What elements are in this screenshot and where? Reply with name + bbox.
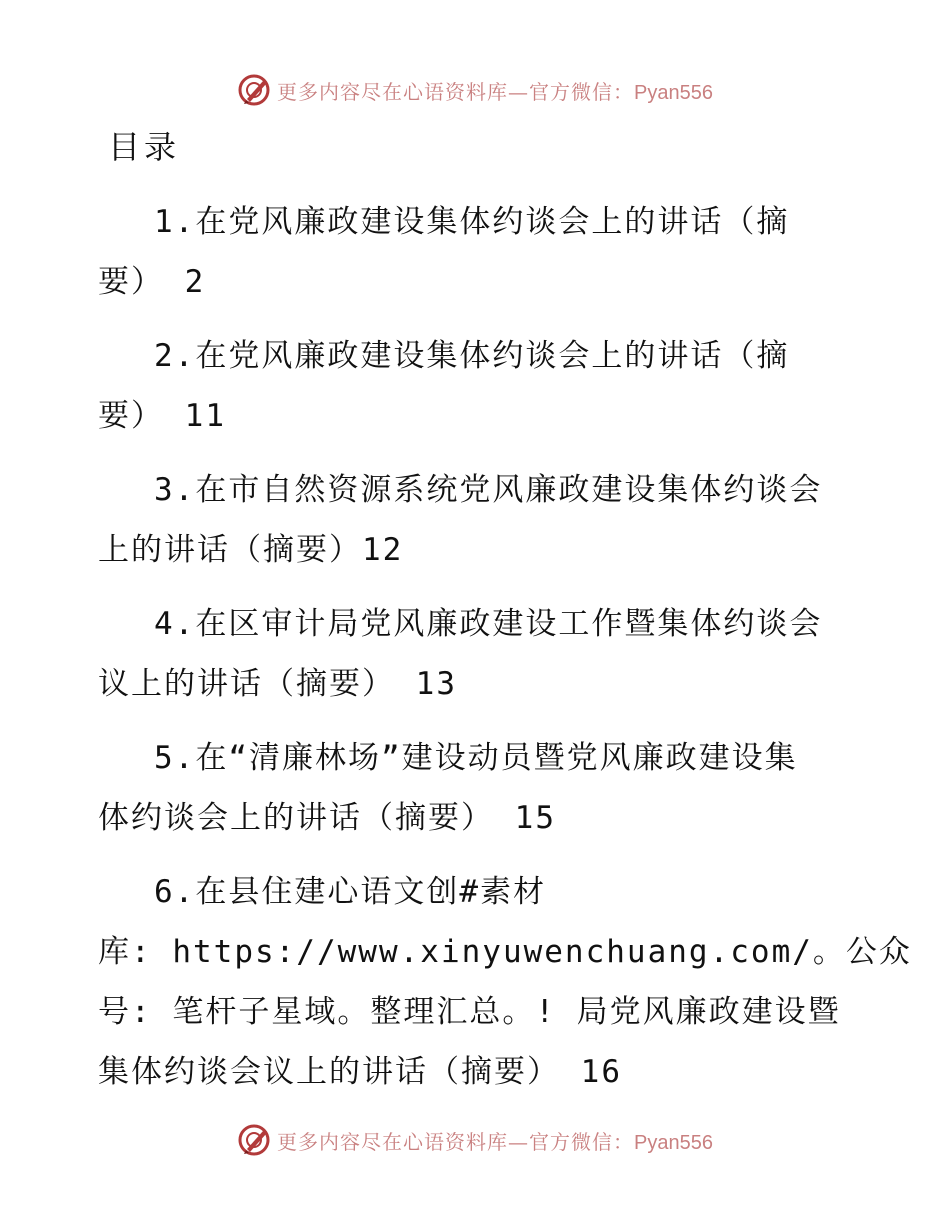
toc-entry-line: 2.在党风廉政建设集体约谈会上的讲话（摘 bbox=[154, 338, 790, 374]
toc-entry-line: 6.在县住建心语文创#素材 bbox=[154, 874, 546, 910]
toc-entry-3 bbox=[98, 460, 858, 580]
toc-entry-line: 上的讲话（摘要）12 bbox=[98, 532, 404, 568]
pen-logo-icon bbox=[237, 1123, 271, 1157]
toc-entry-1 bbox=[98, 192, 858, 312]
toc-entry-line: 3.在市自然资源系统党风廉政建设集体约谈会 bbox=[154, 472, 823, 508]
toc-entry-line: 库: https://www.xinyuwenchuang.com/。公众 bbox=[98, 934, 912, 970]
toc-entry-6 bbox=[98, 862, 912, 1102]
toc-entry-line: 要） 11 bbox=[98, 398, 226, 434]
toc-entry-line: 5.在“清廉林场”建设动员暨党风廉政建设集 bbox=[154, 740, 798, 776]
header-watermark-text: 更多内容尽在心语资料库—官方微信：Pyan556 bbox=[277, 79, 713, 104]
pen-logo-icon bbox=[237, 73, 271, 107]
toc-entry-line: 号: 笔杆子星域。整理汇总。! 局党风廉政建设暨 bbox=[98, 994, 841, 1030]
toc-entry-line: 体约谈会上的讲话（摘要） 15 bbox=[98, 800, 556, 836]
toc-entries bbox=[98, 192, 912, 1102]
toc-entry-line: 集体约谈会议上的讲话（摘要） 16 bbox=[98, 1054, 622, 1090]
footer-watermark-text: 更多内容尽在心语资料库—官方微信：Pyan556 bbox=[277, 1129, 713, 1154]
header-watermark-banner bbox=[0, 70, 950, 110]
toc-entry-line: 1.在党风廉政建设集体约谈会上的讲话（摘 bbox=[154, 204, 790, 240]
header-watermark-group bbox=[237, 73, 713, 107]
footer-watermark-banner bbox=[0, 1120, 950, 1160]
footer-watermark-group bbox=[237, 1123, 713, 1157]
toc-entry-4 bbox=[98, 594, 858, 714]
toc-entry-line: 4.在区审计局党风廉政建设工作暨集体约谈会 bbox=[154, 606, 823, 642]
toc-entry-2 bbox=[98, 326, 858, 446]
toc-title: 目录 bbox=[108, 128, 181, 166]
toc-entry-line: 要） 2 bbox=[98, 264, 206, 300]
toc-entry-line: 议上的讲话（摘要） 13 bbox=[98, 666, 457, 702]
toc-entry-5 bbox=[98, 728, 858, 848]
